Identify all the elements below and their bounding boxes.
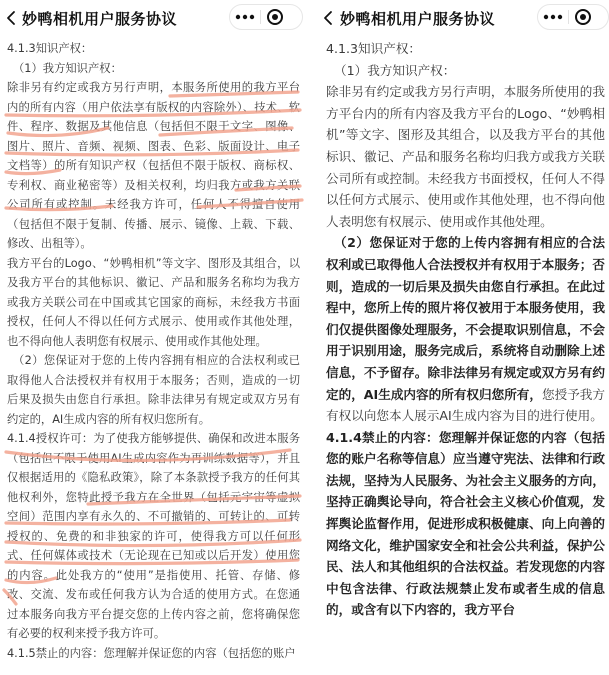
section-heading: 4.1.3知识产权： (7, 42, 93, 55)
paragraph: 4.1.4授权许可：为了使我方能够提供、确保和改进本服务（包括但不限于使用AI生成内容作为再训练数据等），并且仅根据适用的《隐私政策》，除了本条款授予我方的任何其他权利外，您特此授予我方在全世界（包括元宇宙等虚拟空间）范围内享有永久的、不可撤销的、可转让的、可转授权的、免费的和非独家的许可，使得我方可以任何形式、任何媒体或技术（无论现在已知或以后开发）使用您的内容。此处我方的“使用”是指使用、托管、存储、修改、交流、发布或任何我方认为合适的使用方式。在您通过本服务向我方平台提交您的上传内容之前，您将确保您有必要的权利来授予我方许可。 (7, 432, 300, 640)
more-dots-icon (235, 14, 255, 20)
mini-program-capsule (537, 4, 609, 30)
more-button[interactable] (538, 5, 568, 29)
close-button[interactable] (569, 5, 597, 29)
subsection-heading: （1）我方知识产权： (334, 62, 456, 78)
paragraph-tail: 您授予我方有权以向您本人展示AI生成内容为目的进行使用。 (326, 386, 606, 424)
chevron-left-icon (6, 10, 16, 26)
section-heading: 4.1.3知识产权： (326, 41, 422, 56)
back-button[interactable] (0, 3, 22, 33)
paragraph: 除非另有约定或我方另行声明，本服务所使用的我方平台内的所有内容（用户依法享有版权的内容除外）、技术、软件、程序、数据及其他信息（包括但不限于文字、图像、图片、照片、音频、视频、图表、色彩、版面设计、电子文档等）的所有知识产权（包括但不限于版权、商标权、专利权、商业秘密等）及相关权利，均归我方或我方关联公司所有或控制。未经我方许可，任何人不得擅自使用（包括但不限于复制、传播、展示、镜像、上载、下载、修改、出租等）。 (7, 81, 300, 250)
agreement-text (316, 36, 609, 621)
chevron-left-icon (323, 10, 333, 26)
bold-text: （2）您保证对于您的上传内容拥有相应的合法权利或已取得他人合法授权并有权用于本服务；否则，造成的一切后果及损失由您自行承担。在此过程中，您所上传的照片将仅被用于本服务使用，我们仅提供图像处理服务，不会提取识别信息，不会用于识别用途，服务完成后，系统将自动删除上述信息，不予留存。除非法律另有规定或双方另有约定的，AI生成内容的所有权归您所有， (326, 235, 605, 402)
paragraph-bold (326, 232, 605, 426)
paragraph-bold: 4.1.4禁止的内容：您理解并保证您的内容（包括您的账户名称等信息）应当遵守宪法、法律和行政法规，坚持为人民服务、为社会主义服务的方向，坚持正确舆论导向，符合社会主义核心价值观，发挥舆论监督作用，促进形成积极健康、向上向善的网络文化，维护国家安全和社会公共利益，保护公民、法人和其他组织的合法权益。若发现您的内容中包含法律、行政法规禁止发布或者生成的信息的，或含有以下内容的，我方平台 (326, 429, 605, 618)
mini-program-capsule (229, 4, 303, 30)
more-button[interactable] (230, 5, 260, 29)
target-close-icon (574, 8, 592, 26)
pane-divider (306, 0, 316, 675)
paragraph: 4.1.5禁止的内容：您理解并保证您的内容（包括您的账户 (7, 646, 296, 660)
paragraph: （2）您保证对于您的上传内容拥有相应的合法权利或已取得他人合法授权并有权用于本服务；否则，造成的一切后果及损失由您自行承担。除非法律另有规定或双方另有约定的，AI生成内容的所有权归您所有。 (7, 354, 300, 426)
close-button[interactable] (261, 5, 289, 29)
subsection-heading: （1）我方知识产权： (13, 61, 122, 75)
page-title: 妙鸭相机用户服务协议 (340, 9, 496, 28)
nav-bar (0, 0, 306, 36)
back-button[interactable] (316, 3, 340, 33)
paragraph: 我方平台的Logo、“妙鸭相机”等文字、图形及其组合，以及我方平台的其他标识、徽记、产品和服务名称均为我方或我方关联公司在中国或其它国家的商标，未经我方书面授权，任何人不得以任何方式展示、使用或作其他处理，也不得向他人表明您有权展示、使用或作其他处理。 (7, 256, 300, 348)
more-dots-icon (543, 14, 563, 20)
nav-bar (316, 0, 609, 36)
page-title: 妙鸭相机用户服务协议 (22, 9, 178, 28)
right-screenshot-pane (316, 0, 609, 675)
agreement-text (0, 36, 306, 663)
target-close-icon (266, 8, 284, 26)
paragraph: 除非另有约定或我方另行声明，本服务所使用的我方平台内的所有内容及我方平台的Logo、“妙鸭相机”等文字、图形及其组合，以及我方平台的其他标识、徽记、产品和服务名称均归我方或我方关联公司所有或控制。未经我方书面授权，任何人不得以任何方式展示、使用或作其他处理，也不得向他人表明您有权展示、使用或作其他处理。 (326, 84, 605, 229)
